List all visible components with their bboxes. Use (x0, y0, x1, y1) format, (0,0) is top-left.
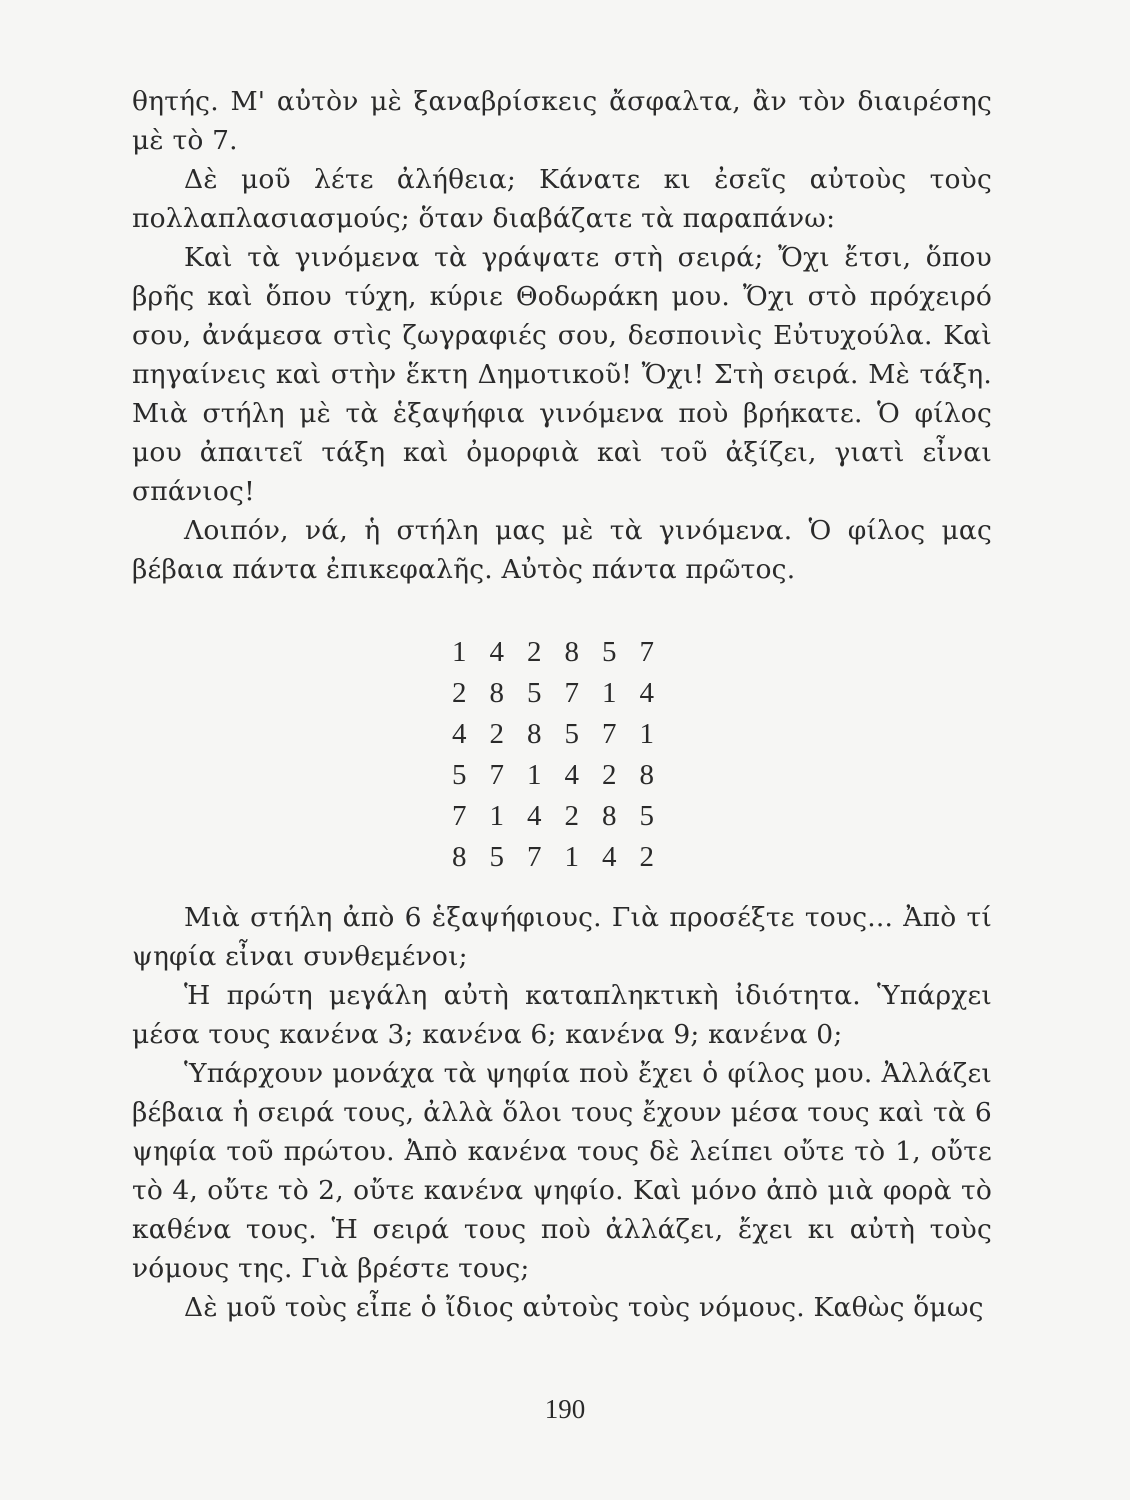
table-cell: 7 (452, 800, 467, 832)
page-number: 190 (544, 1394, 586, 1424)
table-row (452, 755, 677, 796)
table-cell: 5 (489, 841, 504, 873)
table-cell: 8 (564, 636, 579, 668)
paragraph: Ὑπάρχουν μονάχα τὰ ψηφία ποὺ ἔχει ὁ φίλος μου. Ἀλλάζει βέβαια ἡ σειρά τους, ἀλλὰ ὅλοι τους ἔχουν μέσα τους καὶ τὰ 6 ψηφία τοῦ πρώτου. Ἀπὸ κανένα τους δὲ λείπει οὔτε τὸ 1, οὔτε τὸ 4, οὔτε τὸ 2, οὔτε κανένα ψηφίο. Καὶ μόνο ἀπὸ μιὰ φορὰ τὸ καθένα τους. Ἡ σειρά τους ποὺ ἀλλάζει, ἔχει κι αὐτὴ τοὺς νόμους της. Γιὰ βρέστε τους; (132, 1058, 992, 1284)
table-row (452, 837, 677, 878)
table-cell: 2 (564, 800, 579, 832)
table-row (452, 796, 677, 837)
table-cell: 2 (639, 841, 654, 873)
table-cell: 4 (489, 636, 504, 668)
paragraph: Ἡ πρώτη μεγάλη αὐτὴ καταπληκτικὴ ἰδιότητα. Ὑπάρχει μέσα τους κανένα 3; κανένα 6; κανένα 9; κανένα 0; (132, 980, 992, 1050)
table-cell: 5 (564, 718, 579, 750)
table-cell: 7 (527, 841, 542, 873)
paragraph: Καὶ τὰ γινόμενα τὰ γράψατε στὴ σειρά; Ὄχι ἔτσι, ὅπου βρῆς καὶ ὅπου τύχη, κύριε Θοδωράκη μου. Ὄχι στὸ πρόχειρό σου, ἀνάμεσα στὶς ζωγραφιές σου, δεσποινὶς Εὐτυχούλα. Καὶ πηγαίνεις καὶ στὴν ἕκτη Δημοτικοῦ! Ὄχι! Στὴ σειρά. Μὲ τάξη. Μιὰ στήλη μὲ τὰ ἑξαψήφια γινόμενα ποὺ βρήκατε. Ὁ φίλος μου ἀπαιτεῖ τάξη καὶ ὀμορφιὰ καὶ τοῦ ἀξίζει, γιατὶ εἶναι σπάνιος! (132, 242, 992, 507)
text-block-bottom (132, 898, 992, 1327)
text-block-top (132, 82, 992, 589)
table-cell: 1 (564, 841, 579, 873)
table-cell: 8 (602, 800, 617, 832)
table-cell: 8 (639, 759, 654, 791)
table-cell: 5 (639, 800, 654, 832)
table-cell: 7 (489, 759, 504, 791)
table-cell: 1 (489, 800, 504, 832)
table-cell: 2 (527, 636, 542, 668)
table-cell: 4 (564, 759, 579, 791)
table-cell: 1 (602, 677, 617, 709)
table-cell: 8 (489, 677, 504, 709)
table-cell: 8 (452, 841, 467, 873)
paragraph: Μιὰ στήλη ἀπὸ 6 ἑξαψήφιους. Γιὰ προσέξτε τους... Ἀπὸ τί ψηφία εἶναι συνθεμένοι; (132, 902, 992, 972)
paragraph: Δὲ μοῦ λέτε ἀλήθεια; Κάνατε κι ἐσεῖς αὐτοὺς τοὺς πολλαπλασιασμούς; ὅταν διαβάζατε τὰ παραπάνω: (132, 164, 992, 234)
table-cell: 4 (452, 718, 467, 750)
table-cell: 1 (452, 636, 467, 668)
table-cell: 2 (452, 677, 467, 709)
table-cell: 4 (639, 677, 654, 709)
table-cell: 1 (527, 759, 542, 791)
table-cell: 4 (527, 800, 542, 832)
table-row (452, 632, 677, 673)
table-row (452, 673, 677, 714)
table-cell: 5 (452, 759, 467, 791)
paragraph: θητής. Μ' αὐτὸν μὲ ξαναβρίσκεις ἄσφαλτα, ἂν τὸν διαιρέσης μὲ τὸ 7. (132, 86, 992, 156)
table-cell: 8 (527, 718, 542, 750)
table-cell: 2 (489, 718, 504, 750)
paragraph: Λοιπόν, νά, ἡ στήλη μας μὲ τὰ γινόμενα. Ὁ φίλος μας βέβαια πάντα ἐπικεφαλῆς. Αὐτὸς πάντα πρῶτος. (132, 515, 992, 585)
table-cell: 5 (527, 677, 542, 709)
paragraph: Δὲ μοῦ τοὺς εἶπε ὁ ἴδιος αὐτοὺς τοὺς νόμους. Καθὼς ὅμως (184, 1292, 984, 1323)
table-cell: 7 (564, 677, 579, 709)
table-cell: 1 (639, 718, 654, 750)
number-table (452, 632, 677, 878)
table-cell: 2 (602, 759, 617, 791)
table-cell: 4 (602, 841, 617, 873)
table-cell: 5 (602, 636, 617, 668)
table-cell: 7 (639, 636, 654, 668)
table-row (452, 714, 677, 755)
table-cell: 7 (602, 718, 617, 750)
